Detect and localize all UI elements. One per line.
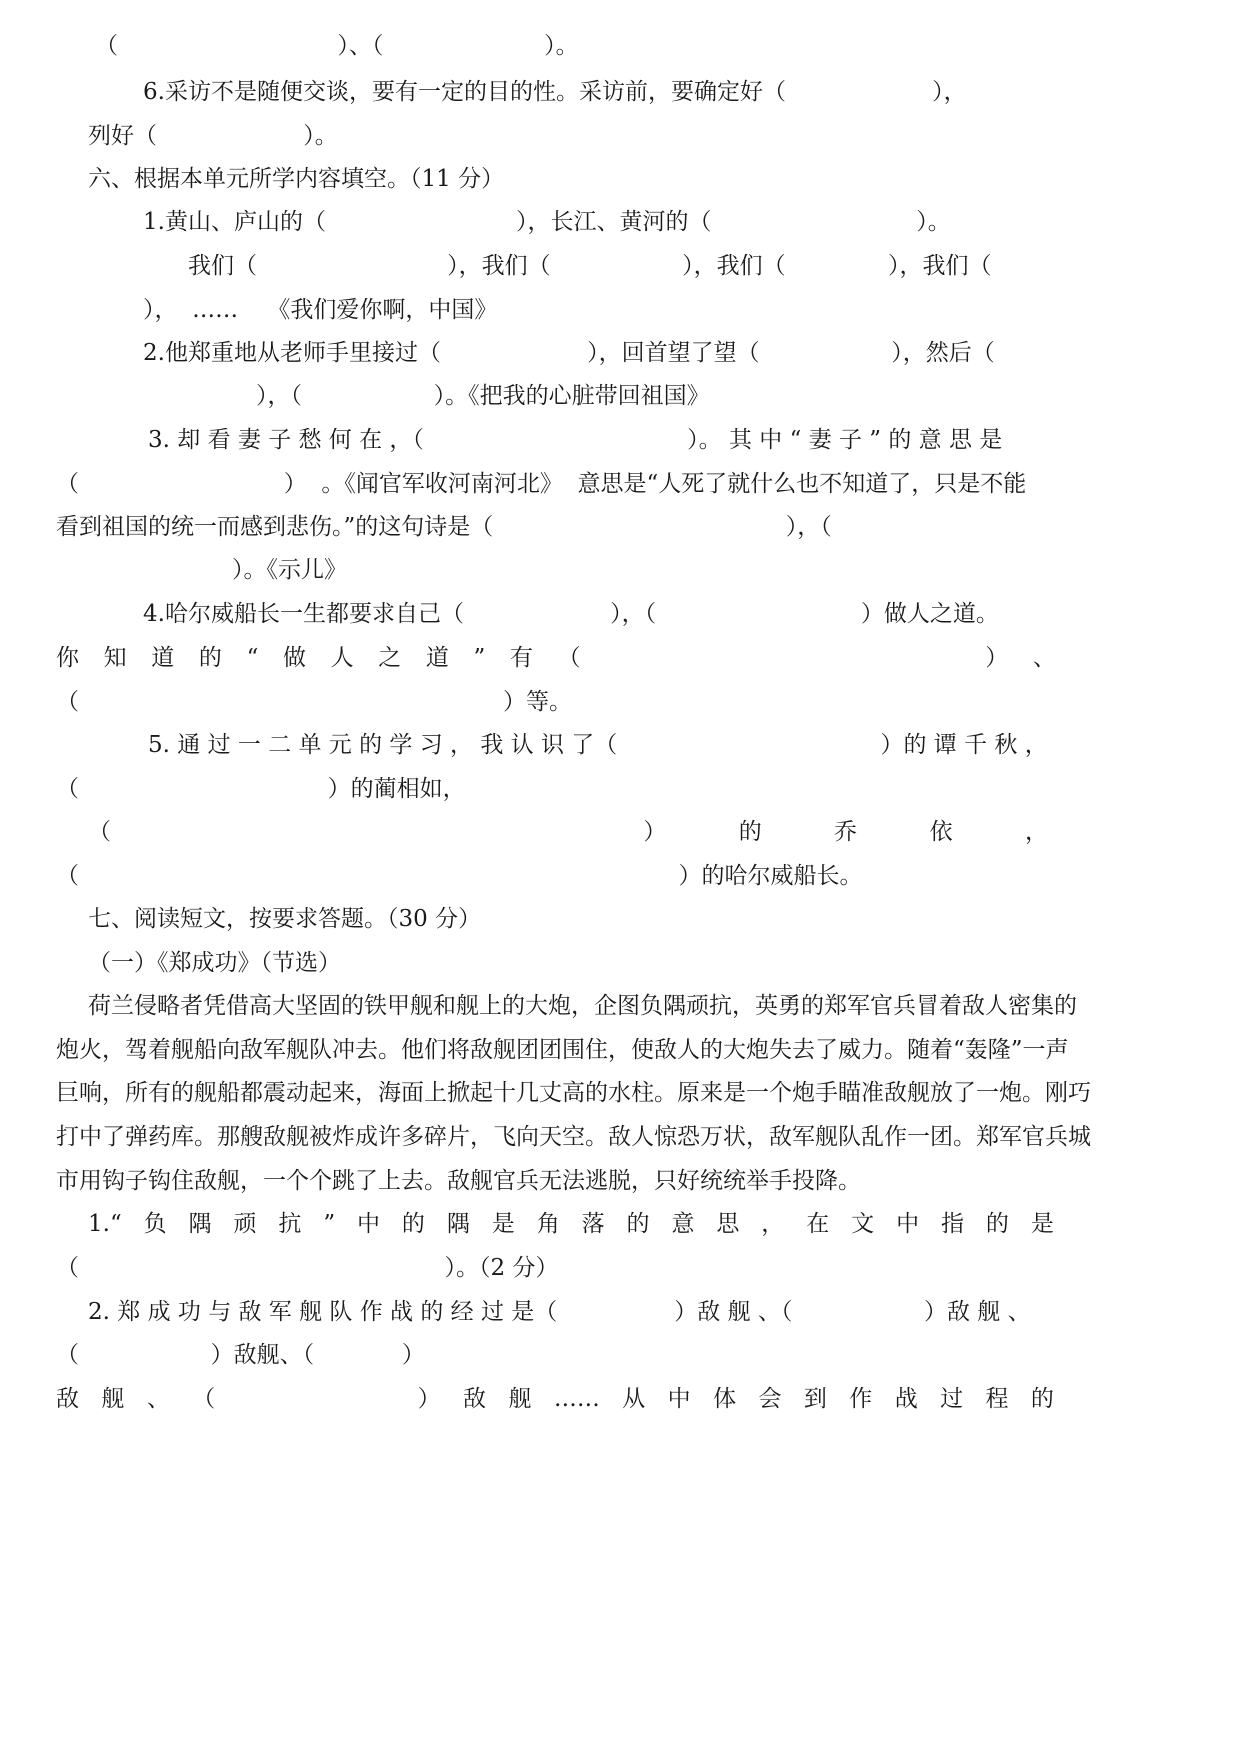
spread-char: 依 [929,819,953,845]
spread-char: 程 [985,1386,1009,1412]
spread-char: 舰 [508,1386,532,1412]
spread-char: （ [557,645,581,671]
spread-char: 意 [671,1211,695,1237]
spread-char: 敌 [56,1386,79,1412]
spread-char: …… [553,1386,600,1412]
s6-q4-line-2 [56,642,1056,674]
spread-char: （ [88,819,111,845]
spread-char: 隅 [446,1211,470,1237]
passage-line-2: 炮火，驾着舰船向敌军舰队冲去。他们将敌舰团团围住，使敌人的大炮失去了威力。随着“轰隆”一声 [56,1037,1069,1063]
s6-q5-line-4: （ ）的哈尔威船长。 [56,863,863,889]
spread-char: 负 [143,1211,167,1237]
reading-q1-line-2: （ ）。（2 分） [56,1255,559,1281]
passage-line-3: 巨响，所有的舰船都震动起来，海面上掀起十几丈高的水柱。原来是一个炮手瞄准敌舰放了一炮。刚巧 [56,1080,1091,1106]
s6-q3-line-3: 看到祖国的统一而感到悲伤。”的这句诗是（ ），（ [56,514,832,540]
s6-q1-line-3: ）， …… 《我们爱你啊，中国》 [143,297,498,323]
spread-char: 、 [1032,645,1056,671]
spread-char: 你 [56,645,79,671]
passage-line-5: 市用钩子钩住敌舰，一个个跳了上去。敌舰官兵无法逃脱，只好统统举手投降。 [56,1168,861,1194]
spread-char: 是 [491,1211,515,1237]
spread-char: 中 [896,1211,920,1237]
spread-char: 作 [849,1386,873,1412]
spread-char: 是 [1030,1211,1054,1237]
s6-q3-line-1: 3. 却 看 妻 子 愁 何 在 ，（ ）。 其 中 “ 妻 子 ” 的 意 思 是 [148,427,1003,453]
spread-char: 的 [985,1211,1009,1237]
s6-q2-line-1: 2.他郑重地从老师手里接过（ ），回首望了望（ ），然后（ [143,340,995,366]
spread-char: 抗 [278,1211,302,1237]
s6-q5-line-1: 5. 通 过 一 二 单 元 的 学 习 ， 我 认 识 了（ ）的 谭 千 秋 ， [148,732,1048,758]
reading-q1-line-1 [88,1208,1054,1240]
spread-char: 的 [198,645,222,671]
spread-char: 隅 [188,1211,212,1237]
spread-char: 的 [1030,1386,1054,1412]
spread-char: 有 [509,645,533,671]
spread-char: 中 [667,1386,691,1412]
spread-char: 1.“ [88,1211,122,1237]
spread-char: 舰 [101,1386,125,1412]
line-blanks-continued: （ ）、（ ）。 [95,33,579,59]
s6-q5-line-3 [88,816,1048,848]
s6-q3-line-4: ）。《示儿》 [232,557,347,583]
section-7-heading: 七、阅读短文，按要求答题。（30 分） [88,906,482,932]
spread-char: 落 [581,1211,605,1237]
spread-char: 人 [330,645,354,671]
reading-q2-line-1: 2. 郑 成 功 与 敌 军 舰 队 作 战 的 经 过 是（ ）敌 舰 、（ ）敌 舰 、 [88,1299,1031,1325]
passage-title: （一）《郑成功》（节选） [88,950,341,976]
s6-q3-line-2: （ ） 。《闻官军收河南河北》 意思是“人死了就什么也不知道了，只是不能 [56,471,1027,497]
spread-char: ） [417,1386,441,1412]
spread-char: 敌 [463,1386,487,1412]
spread-char: ） [985,645,1009,671]
spread-char: 思 [716,1211,740,1237]
s6-q4-line-1: 4.哈尔威船长一生都要求自己（ ），（ ）做人之道。 [143,601,999,627]
s6-q2-line-2: ），（ ）。《把我的心脏带回祖国》 [256,383,710,409]
spread-char: （ [192,1386,216,1412]
spread-char: 会 [758,1386,782,1412]
spread-char: 的 [738,819,762,845]
s6-q1-line-1: 1.黄山、庐山的（ ），长江、黄河的（ ）。 [143,209,951,235]
spread-char: ） [643,819,667,845]
spread-char: ” [473,645,486,671]
question-6-line-2: 列好（ ）。 [88,123,338,149]
spread-char: 在 [806,1211,830,1237]
s6-q1-line-2: 我们（ ），我们（ ），我们（ ），我们（ [188,253,992,279]
spread-char: 道 [425,645,449,671]
spread-char: 道 [151,645,175,671]
spread-char: 知 [103,645,127,671]
spread-char: 文 [851,1211,875,1237]
spread-char: 过 [940,1386,964,1412]
spread-char: ” [323,1211,336,1237]
spread-char: 到 [803,1386,827,1412]
spread-char: 顽 [233,1211,257,1237]
s6-q5-line-2: （ ）的蔺相如， [56,776,466,802]
reading-q2-line-3 [56,1383,1054,1415]
spread-char: 战 [894,1386,918,1412]
spread-char: 体 [713,1386,737,1412]
spread-char: 中 [357,1211,380,1237]
passage-line-1: 荷兰侵略者凭借高大坚固的铁甲舰和舰上的大炮，企图负隅顽抗，英勇的郑军官兵冒着敌人密集的 [88,993,1077,1019]
spread-char: ， [1024,819,1048,845]
spread-char: 从 [622,1386,646,1412]
spread-char: 指 [940,1211,964,1237]
spread-char: 之 [378,645,402,671]
reading-q2-line-2: （ ）敌舰、（ ） [56,1342,425,1368]
spread-char: 的 [626,1211,650,1237]
question-6-line-1: 6.采访不是随便交谈，要有一定的目的性。采访前，要确定好（ ）， [143,79,967,105]
spread-char: 乔 [834,819,858,845]
spread-char: 、 [146,1386,170,1412]
s6-q4-line-3: （ ）等。 [56,689,573,715]
spread-char: 的 [401,1211,425,1237]
spread-char: 角 [536,1211,560,1237]
spread-char: 做 [282,645,306,671]
section-6-heading: 六、根据本单元所学内容填空。（11 分） [88,166,505,192]
passage-line-4: 打中了弹药库。那艘敌舰被炸成许多碎片，飞向天空。敌人惊恐万状，敌军舰队乱作一团。郑军官兵城 [56,1124,1091,1150]
spread-char: “ [246,645,259,671]
spread-char: ， [761,1211,785,1237]
